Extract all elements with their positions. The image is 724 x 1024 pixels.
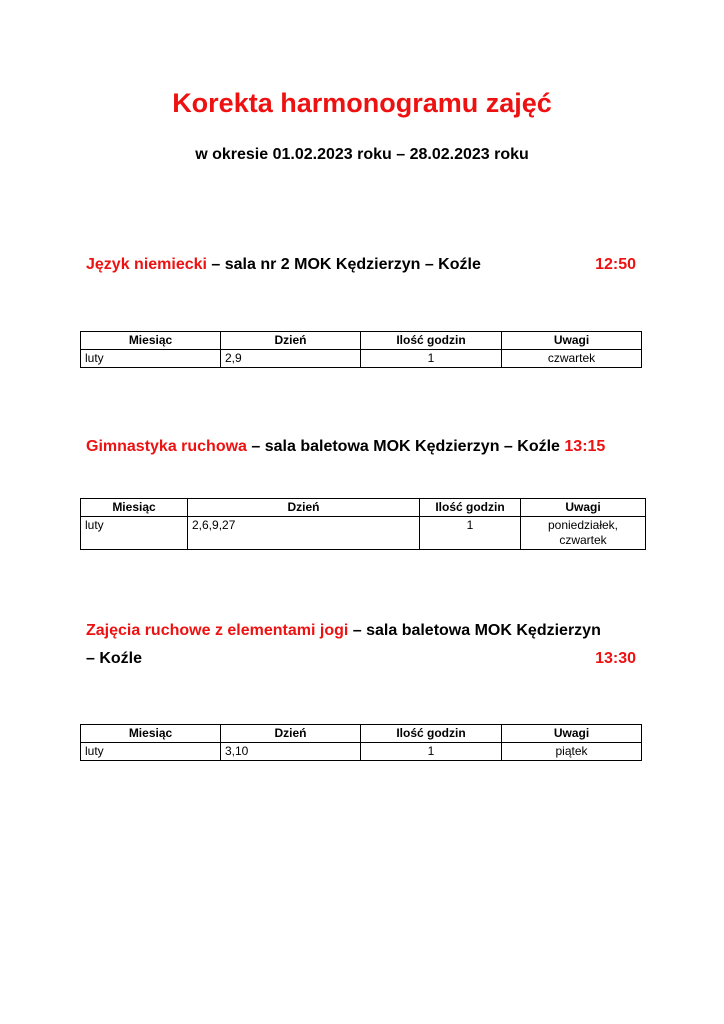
cell-hours: 1: [361, 350, 502, 368]
cell-month: luty: [81, 350, 221, 368]
section-heading-yoga: [86, 622, 636, 640]
column-header-day: Dzień: [221, 332, 361, 350]
cell-notes: poniedziałek, czwartek: [521, 517, 646, 550]
section-heading-yoga-line2: [86, 650, 636, 668]
class-name: Gimnastyka ruchowa: [86, 438, 247, 455]
column-header-notes: Uwagi: [502, 725, 642, 743]
column-header-notes: Uwagi: [502, 332, 642, 350]
class-time: 12:50: [595, 256, 636, 273]
column-header-hours: Ilość godzin: [420, 499, 521, 517]
schedule-table-gymnastics: [80, 498, 646, 550]
cell-hours: 1: [361, 743, 502, 761]
table-row: [81, 350, 642, 368]
page-title: Korekta harmonogramu zajęć: [172, 88, 552, 118]
class-name: Zajęcia ruchowe z elementami jogi: [86, 622, 349, 639]
cell-month: luty: [81, 517, 188, 550]
cell-days: 2,6,9,27: [188, 517, 420, 550]
table-header-row: [81, 332, 642, 350]
column-header-month: Miesiąc: [81, 499, 188, 517]
cell-month: luty: [81, 743, 221, 761]
class-name: Język niemiecki: [86, 256, 207, 273]
column-header-hours: Ilość godzin: [361, 332, 502, 350]
class-location: – sala baletowa MOK Kędzierzyn – Koźle: [246, 438, 565, 455]
table-row: [81, 743, 642, 761]
column-header-hours: Ilość godzin: [361, 725, 502, 743]
cell-days: 3,10: [221, 743, 361, 761]
table-header-row: [81, 499, 646, 517]
date-range: w okresie 01.02.2023 roku – 28.02.2023 roku: [195, 146, 529, 163]
column-header-day: Dzień: [188, 499, 420, 517]
column-header-day: Dzień: [221, 725, 361, 743]
section-heading-gymnastics: [86, 438, 636, 456]
class-time: 13:15: [564, 438, 606, 455]
column-header-month: Miesiąc: [81, 725, 221, 743]
table-header-row: [81, 725, 642, 743]
class-location: – sala nr 2 MOK Kędzierzyn – Koźle: [206, 256, 481, 273]
cell-notes: czwartek: [502, 350, 642, 368]
table-row: [81, 517, 646, 550]
column-header-month: Miesiąc: [81, 332, 221, 350]
section-heading-german: [86, 256, 636, 274]
cell-hours: 1: [420, 517, 521, 550]
class-location-continued: – Koźle: [86, 650, 143, 667]
schedule-table-german: [80, 331, 642, 368]
schedule-table-yoga: [80, 724, 642, 761]
cell-notes: piątek: [502, 743, 642, 761]
column-header-notes: Uwagi: [521, 499, 646, 517]
class-location: – sala baletowa MOK Kędzierzyn: [348, 622, 601, 639]
class-time: 13:30: [595, 650, 636, 667]
cell-days: 2,9: [221, 350, 361, 368]
